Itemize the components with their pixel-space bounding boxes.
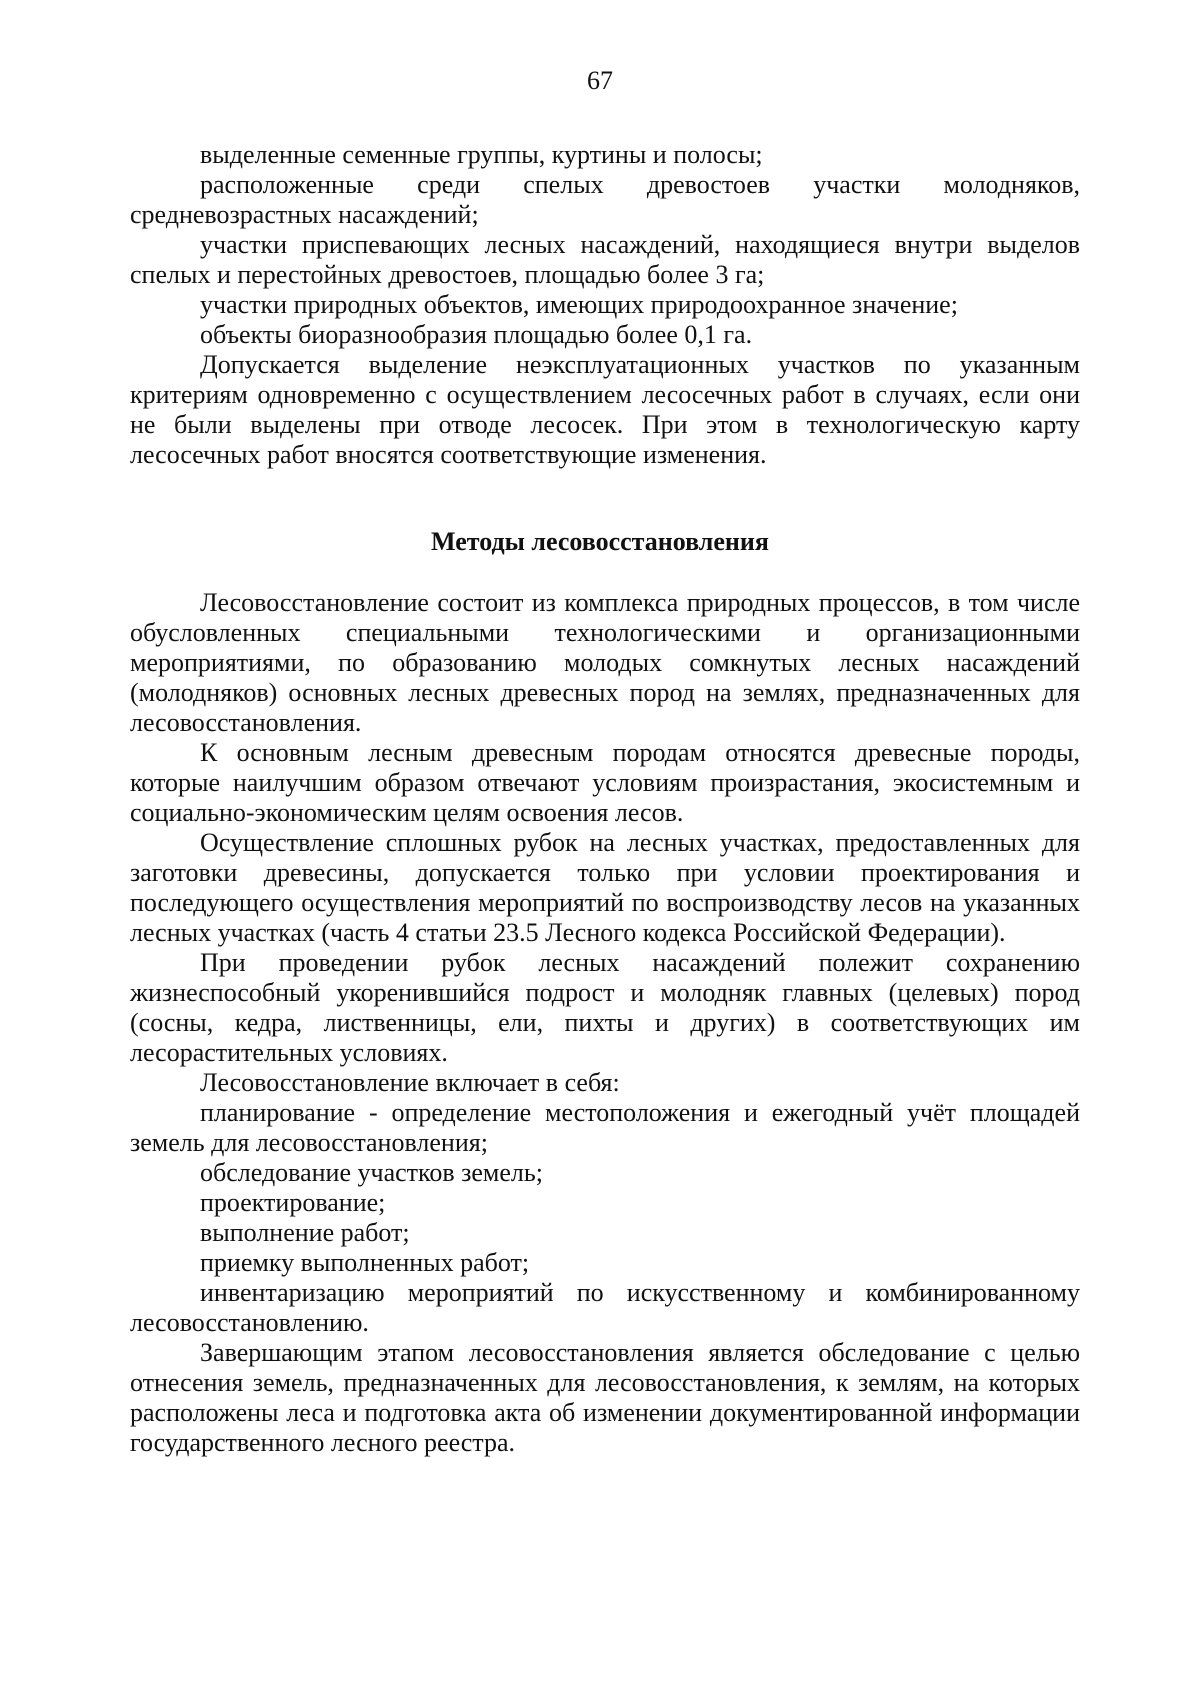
paragraph: Осуществление сплошных рубок на лесных участках, предоставленных для заготовки древесины, допускается только при условии проектирования и последующего осуществления мероприятий по воспроизводству лесов на указанных лесных участках (часть 4 статьи 23.5 Лесного кодекса Российской Федерации). [130,828,1080,947]
list-item: планирование - определение местоположения и ежегодный учёт площадей земель для лесовосстановления; [130,1098,1080,1157]
paragraph: При проведении рубок лесных насаждений полежит сохранению жизнеспособный укоренившийся подрост и молодняк главных (целевых) пород (сосны, кедра, лиственницы, ели, пихты и других) в соответствующих им лесорастительных условиях. [130,948,1080,1067]
list-item: выполнение работ; [200,1218,410,1247]
list-item: обследование участков земель; [200,1158,543,1187]
list-item: инвентаризацию мероприятий по искусственному и комбинированному лесовосстановлению. [130,1278,1080,1337]
paragraph: К основным лесным древесным породам относятся древесные породы, которые наилучшим образом отвечают условиям произрастания, экосистемным и социально-экономическим целям освоения лесов. [130,738,1080,827]
paragraph: расположенные среди спелых древостоев участки молодняков, средневозрастных насаждений; [130,170,1080,229]
paragraph: выделенные семенные группы, куртины и полосы; [200,140,763,169]
section-heading: Методы лесовосстановления [431,527,769,556]
paragraph: объекты биоразнообразия площадью более 0,1 га. [200,320,753,349]
section-reforestation [130,588,1080,1458]
list-item: проектирование; [200,1188,386,1217]
paragraph: участки приспевающих лесных насаждений, находящиеся внутри выделов спелых и перестойных древостоев, площадью более 3 га; [130,230,1080,289]
paragraph: Завершающим этапом лесовосстановления является обследование с целью отнесения земель, предназначенных для лесовосстановления, к землям, на которых расположены леса и подготовка акта об изменении документированной информации государственного лесного реестра. [130,1338,1080,1457]
paragraph: Допускается выделение неэксплуатационных участков по указанным критериям одновременно с осуществлением лесосечных работ в случаях, если они не были выделены при отводе лесосек. При этом в технологическую карту лесосечных работ вносятся соответствующие изменения. [130,350,1080,469]
page-number: 67 [587,66,613,95]
section-criteria [130,140,1080,470]
list-item: приемку выполненных работ; [200,1248,530,1277]
paragraph: участки природных объектов, имеющих природоохранное значение; [200,290,958,319]
paragraph: Лесовосстановление состоит из комплекса природных процессов, в том числе обусловленных специальными технологическими и организационными мероприятиями, по образованию молодых сомкнутых лесных насаждений (молодняков) основных лесных древесных пород на землях, предназначенных для лесовосстановления. [130,588,1080,737]
paragraph: Лесовосстановление включает в себя: [200,1068,620,1097]
